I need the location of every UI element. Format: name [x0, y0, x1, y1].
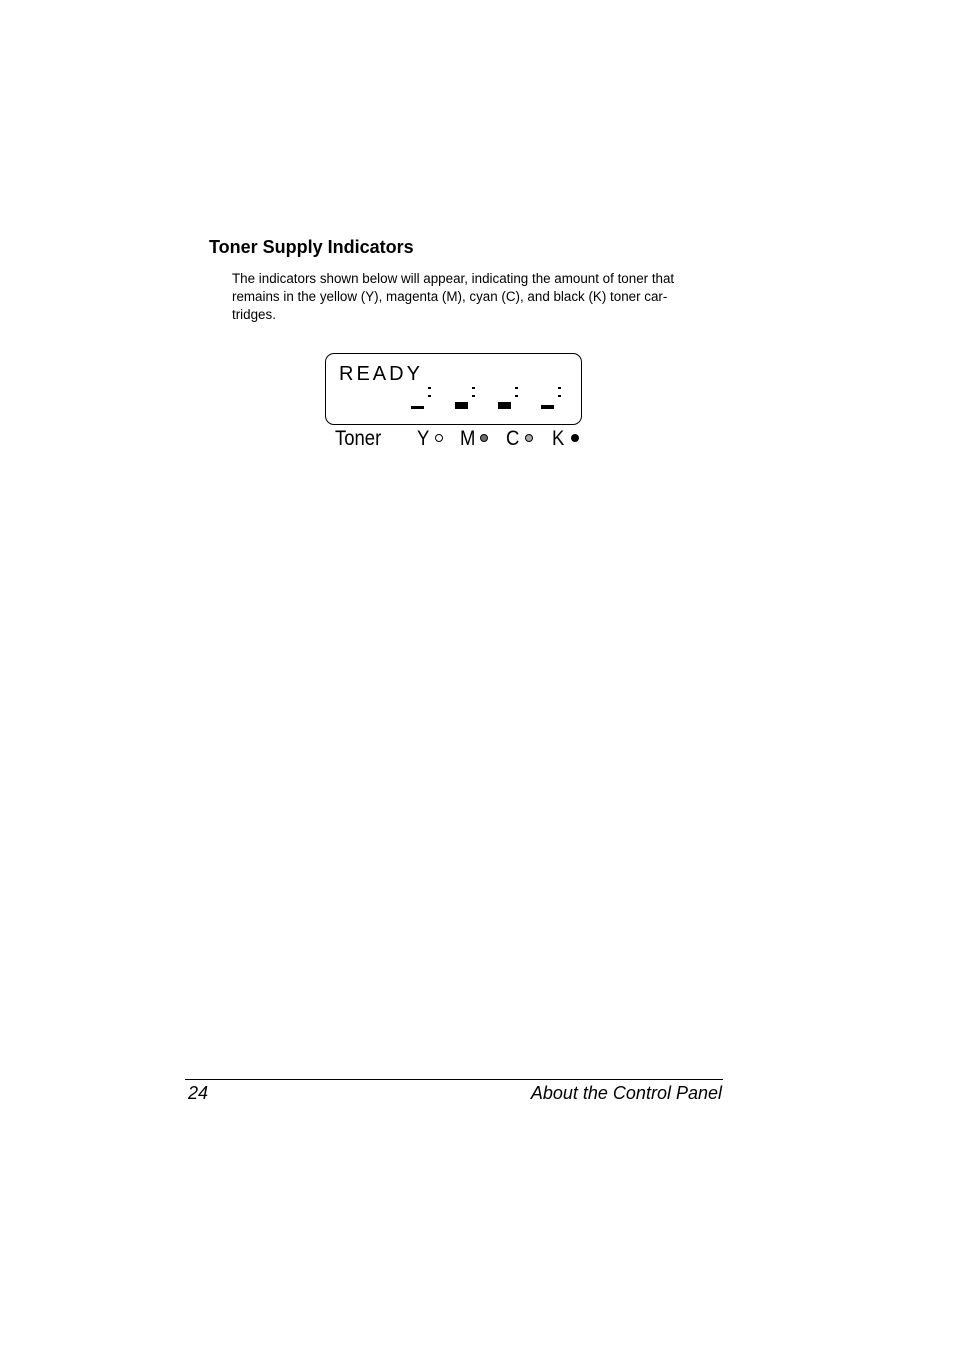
magenta-dot-icon [480, 434, 488, 442]
toner-level-bar [498, 402, 511, 409]
gauge-tick [472, 395, 475, 397]
gauge-tick [515, 387, 518, 389]
toner-letter-y: Y [417, 427, 430, 450]
gauge-tick [428, 395, 431, 397]
gauge-tick [558, 395, 561, 397]
toner-level-bar [541, 405, 554, 409]
paragraph-line: tridges. [232, 307, 276, 322]
toner-letter-c: C [506, 427, 520, 450]
footer-section-title: About the Control Panel [530, 1083, 722, 1103]
gauge-tick [515, 395, 518, 397]
footer-divider [185, 1079, 723, 1080]
toner-gauge-magenta [455, 379, 477, 409]
cyan-dot-icon [525, 434, 533, 442]
section-heading: Toner Supply Indicators [209, 237, 414, 257]
gauge-tick [558, 387, 561, 389]
lcd-status-text: READY [339, 363, 423, 385]
gauge-tick [428, 387, 431, 389]
gauge-tick [472, 387, 475, 389]
toner-letter-k: K [552, 427, 565, 450]
paragraph-line: remains in the yellow (Y), magenta (M), cyan (C), and black (K) toner car- [232, 289, 668, 304]
toner-gauge-cyan [498, 379, 520, 409]
yellow-dot-icon [435, 434, 443, 442]
paragraph-line: The indicators shown below will appear, indicating the amount of toner that [232, 271, 675, 286]
toner-letter-m: M [460, 427, 476, 450]
body-paragraph [232, 270, 722, 324]
page-number: 24 [188, 1083, 209, 1103]
toner-legend-label: Toner [335, 427, 382, 450]
toner-gauge-black [541, 379, 563, 409]
toner-level-bar [411, 406, 424, 409]
toner-level-bar [455, 402, 468, 409]
black-dot-icon [571, 434, 579, 442]
lcd-display [325, 353, 582, 425]
toner-gauge-yellow [411, 379, 433, 409]
